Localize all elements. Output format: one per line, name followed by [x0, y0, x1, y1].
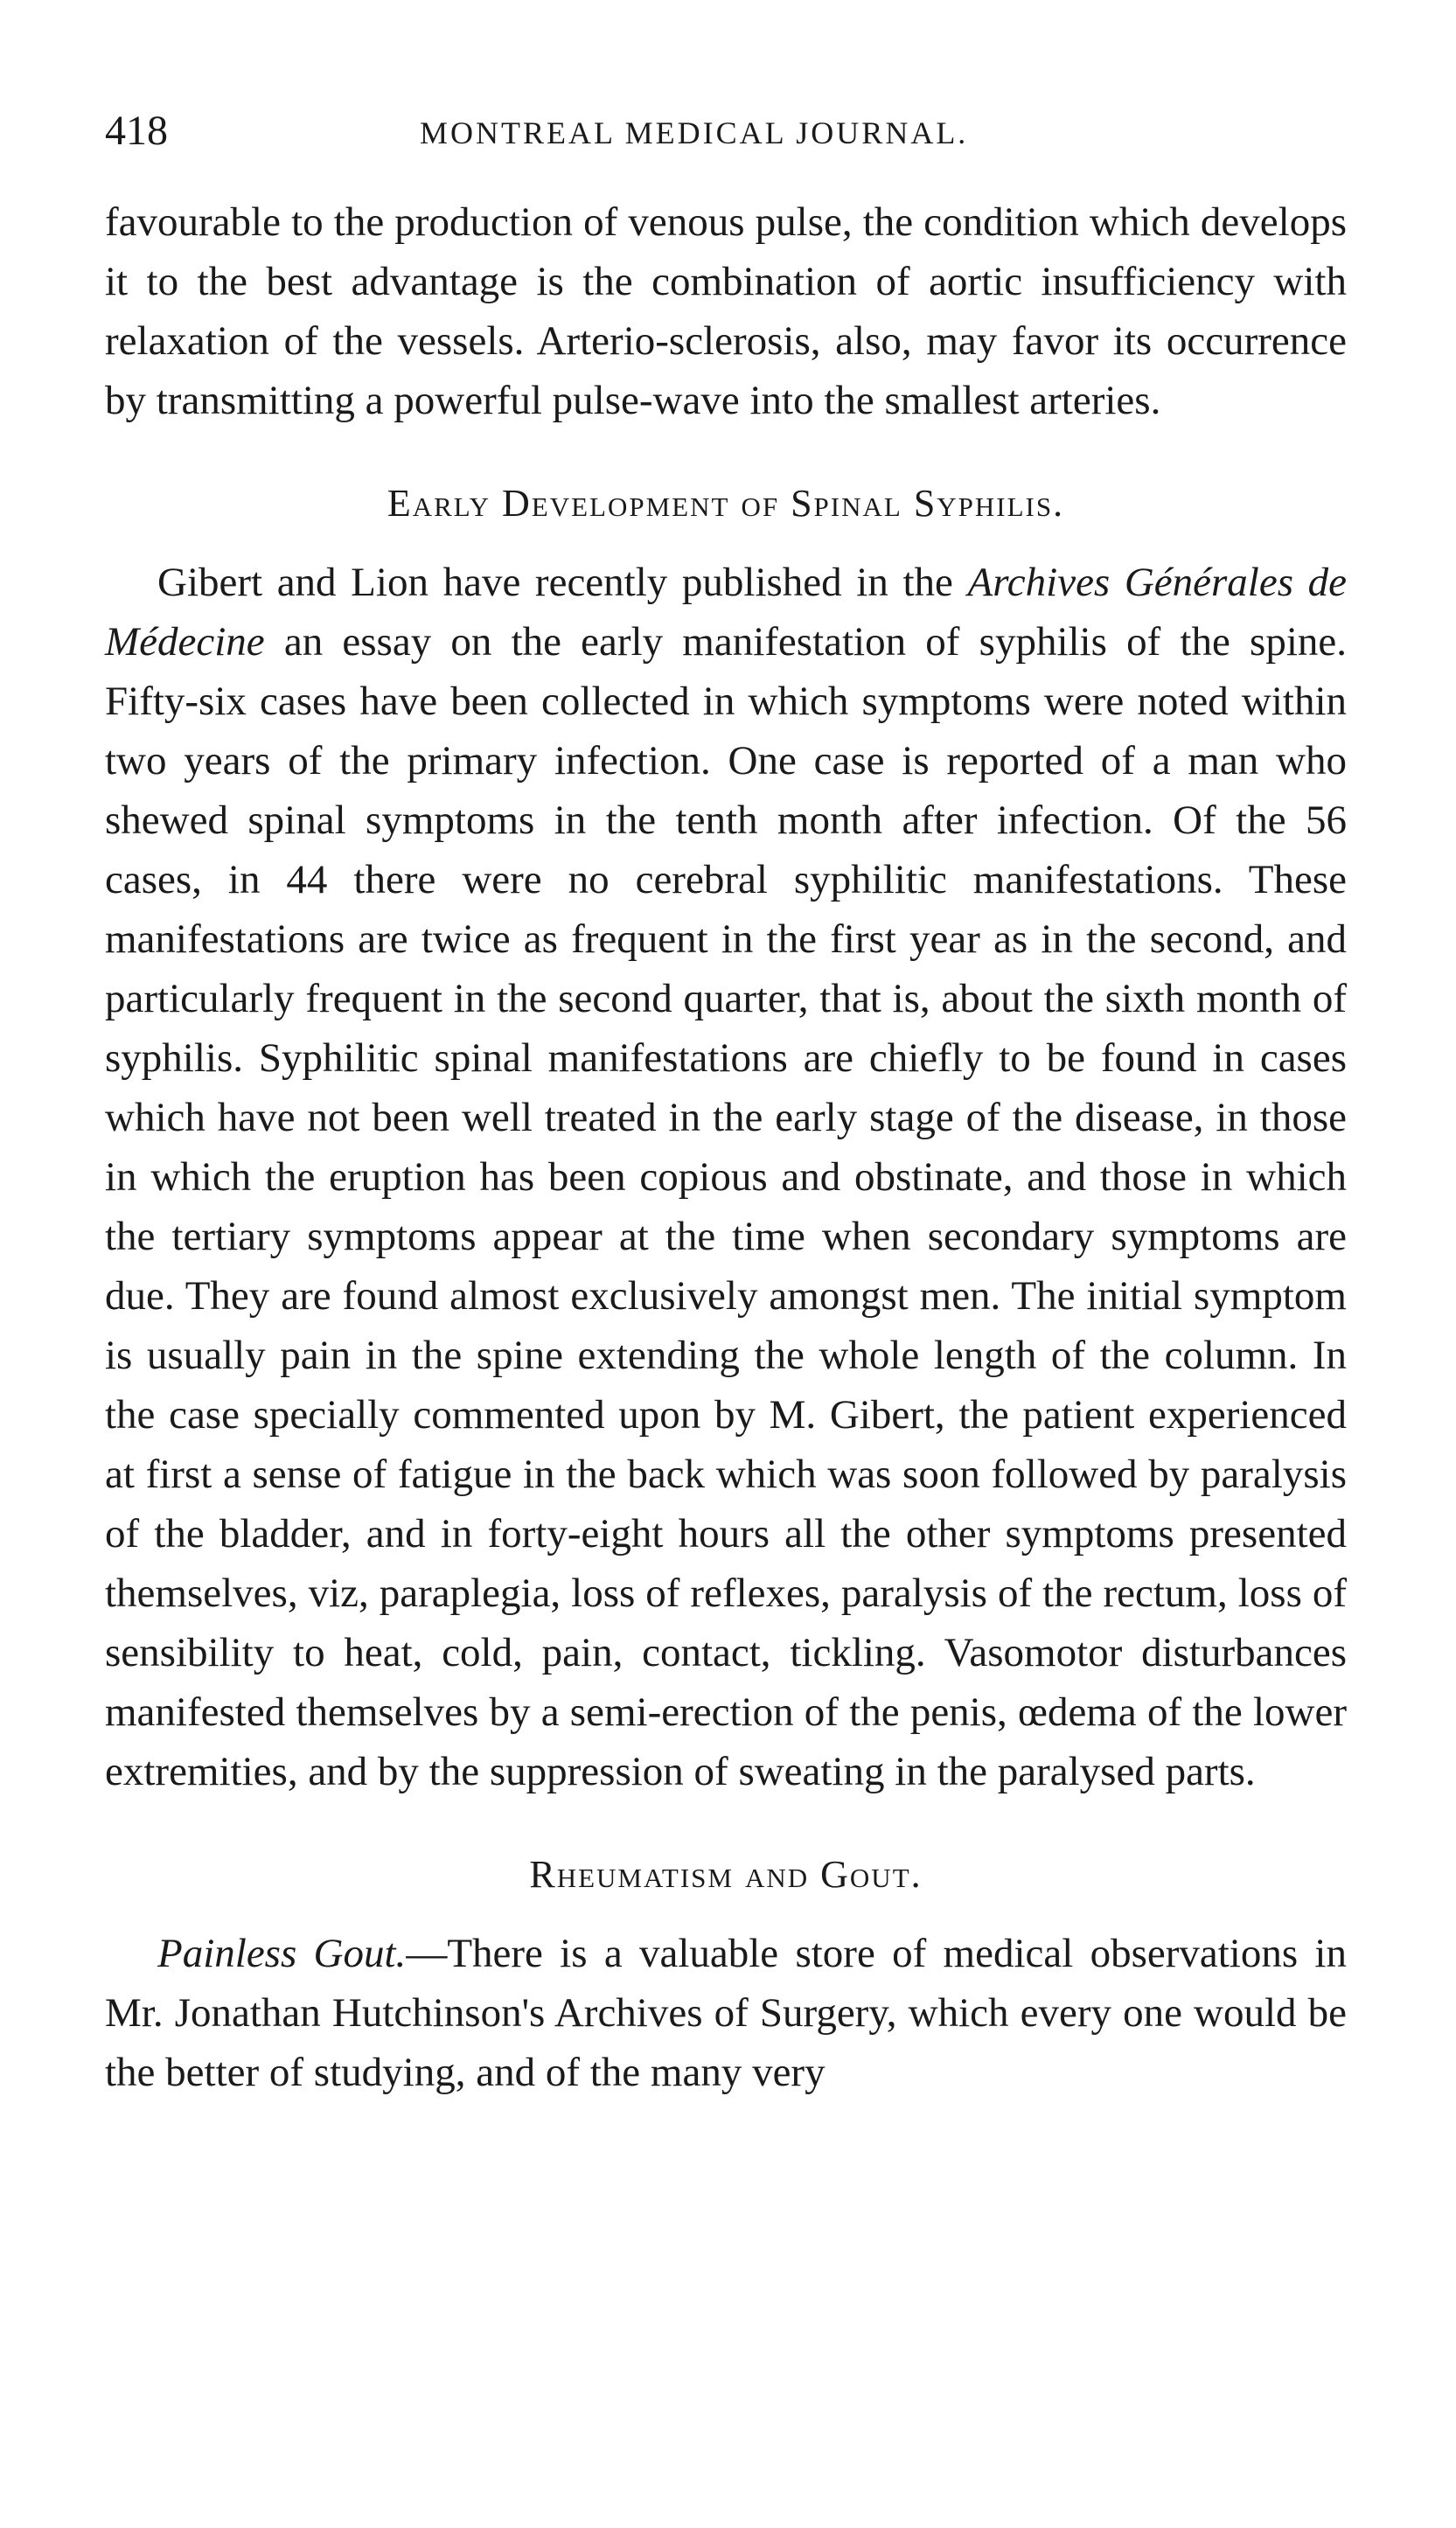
- spinal-syphilis-paragraph: [105, 553, 1347, 1801]
- page-number: 418: [105, 108, 168, 154]
- document-page: [105, 87, 1347, 2102]
- section-heading-rheumatism-gout: Rheumatism and Gout.: [529, 1853, 923, 1896]
- cited-journal-name: Archives Générales de Médecine: [105, 560, 1347, 665]
- paragraph-body-text: an essay on the early manifestation of syphilis of the spine. Fifty-six cases have been collected in which symptoms were noted within two years of the primary infection. One case is reported of a man who shewed spinal symptoms in the tenth month after infection. Of the 56 cases, in 44 there were no cerebral syphilitic manifestations. These manifestations are twice as frequent in the first year as in the second, and particularly frequent in the second quarter, that is, about the sixth month of syphilis. Syphilitic spinal manifestations are chiefly to be found in cases which have not been well treated in the early stage of the disease, in those in which the eruption has been copious and obstinate, and those in which the tertiary symptoms appear at the time when secondary symptoms are due. They are found almost exclusively amongst men. The initial symptom is usually pain in the spine extending the whole length of the column. In the case specially commented upon by M. Gibert, the patient experienced at first a sense of fatigue in the back which was soon followed by paralysis of the bladder, and in forty-eight hours all the other symptoms presented themselves, viz, paraplegia, loss of reflexes, paralysis of the rectum, loss of sensibility to heat, cold, pain, contact, tickling. Vasomotor disturbances manifested themselves by a semi-erection of the penis, œdema of the lower extremities, and by the suppression of sweating in the paralysed parts.: [105, 619, 1347, 1794]
- paragraph-intro-text: Gibert and Lion have recently published in the: [157, 560, 968, 605]
- running-head: [105, 87, 1347, 166]
- journal-title: MONTREAL MEDICAL JOURNAL.: [420, 115, 969, 150]
- continuation-paragraph: favourable to the production of venous pulse, the condition which develops it to the best advantage is the combination of aortic insufficiency with relaxation of the vessels. Arterio-sclerosis, also, may favor its occurrence by transmitting a powerful pulse-wave into the smallest arteries.: [105, 199, 1347, 423]
- section-heading-spinal-syphilis: Early Development of Spinal Syphilis.: [387, 482, 1065, 525]
- paragraph-body-text: —There is a valuable store of medical observations in Mr. Jonathan Hutchinson's Archives of Surgery, which every one would be the better of studying, and of the many very: [105, 1931, 1347, 2095]
- painless-gout-paragraph: [105, 1924, 1347, 2102]
- subsection-lead-title: Painless Gout.: [157, 1931, 407, 1976]
